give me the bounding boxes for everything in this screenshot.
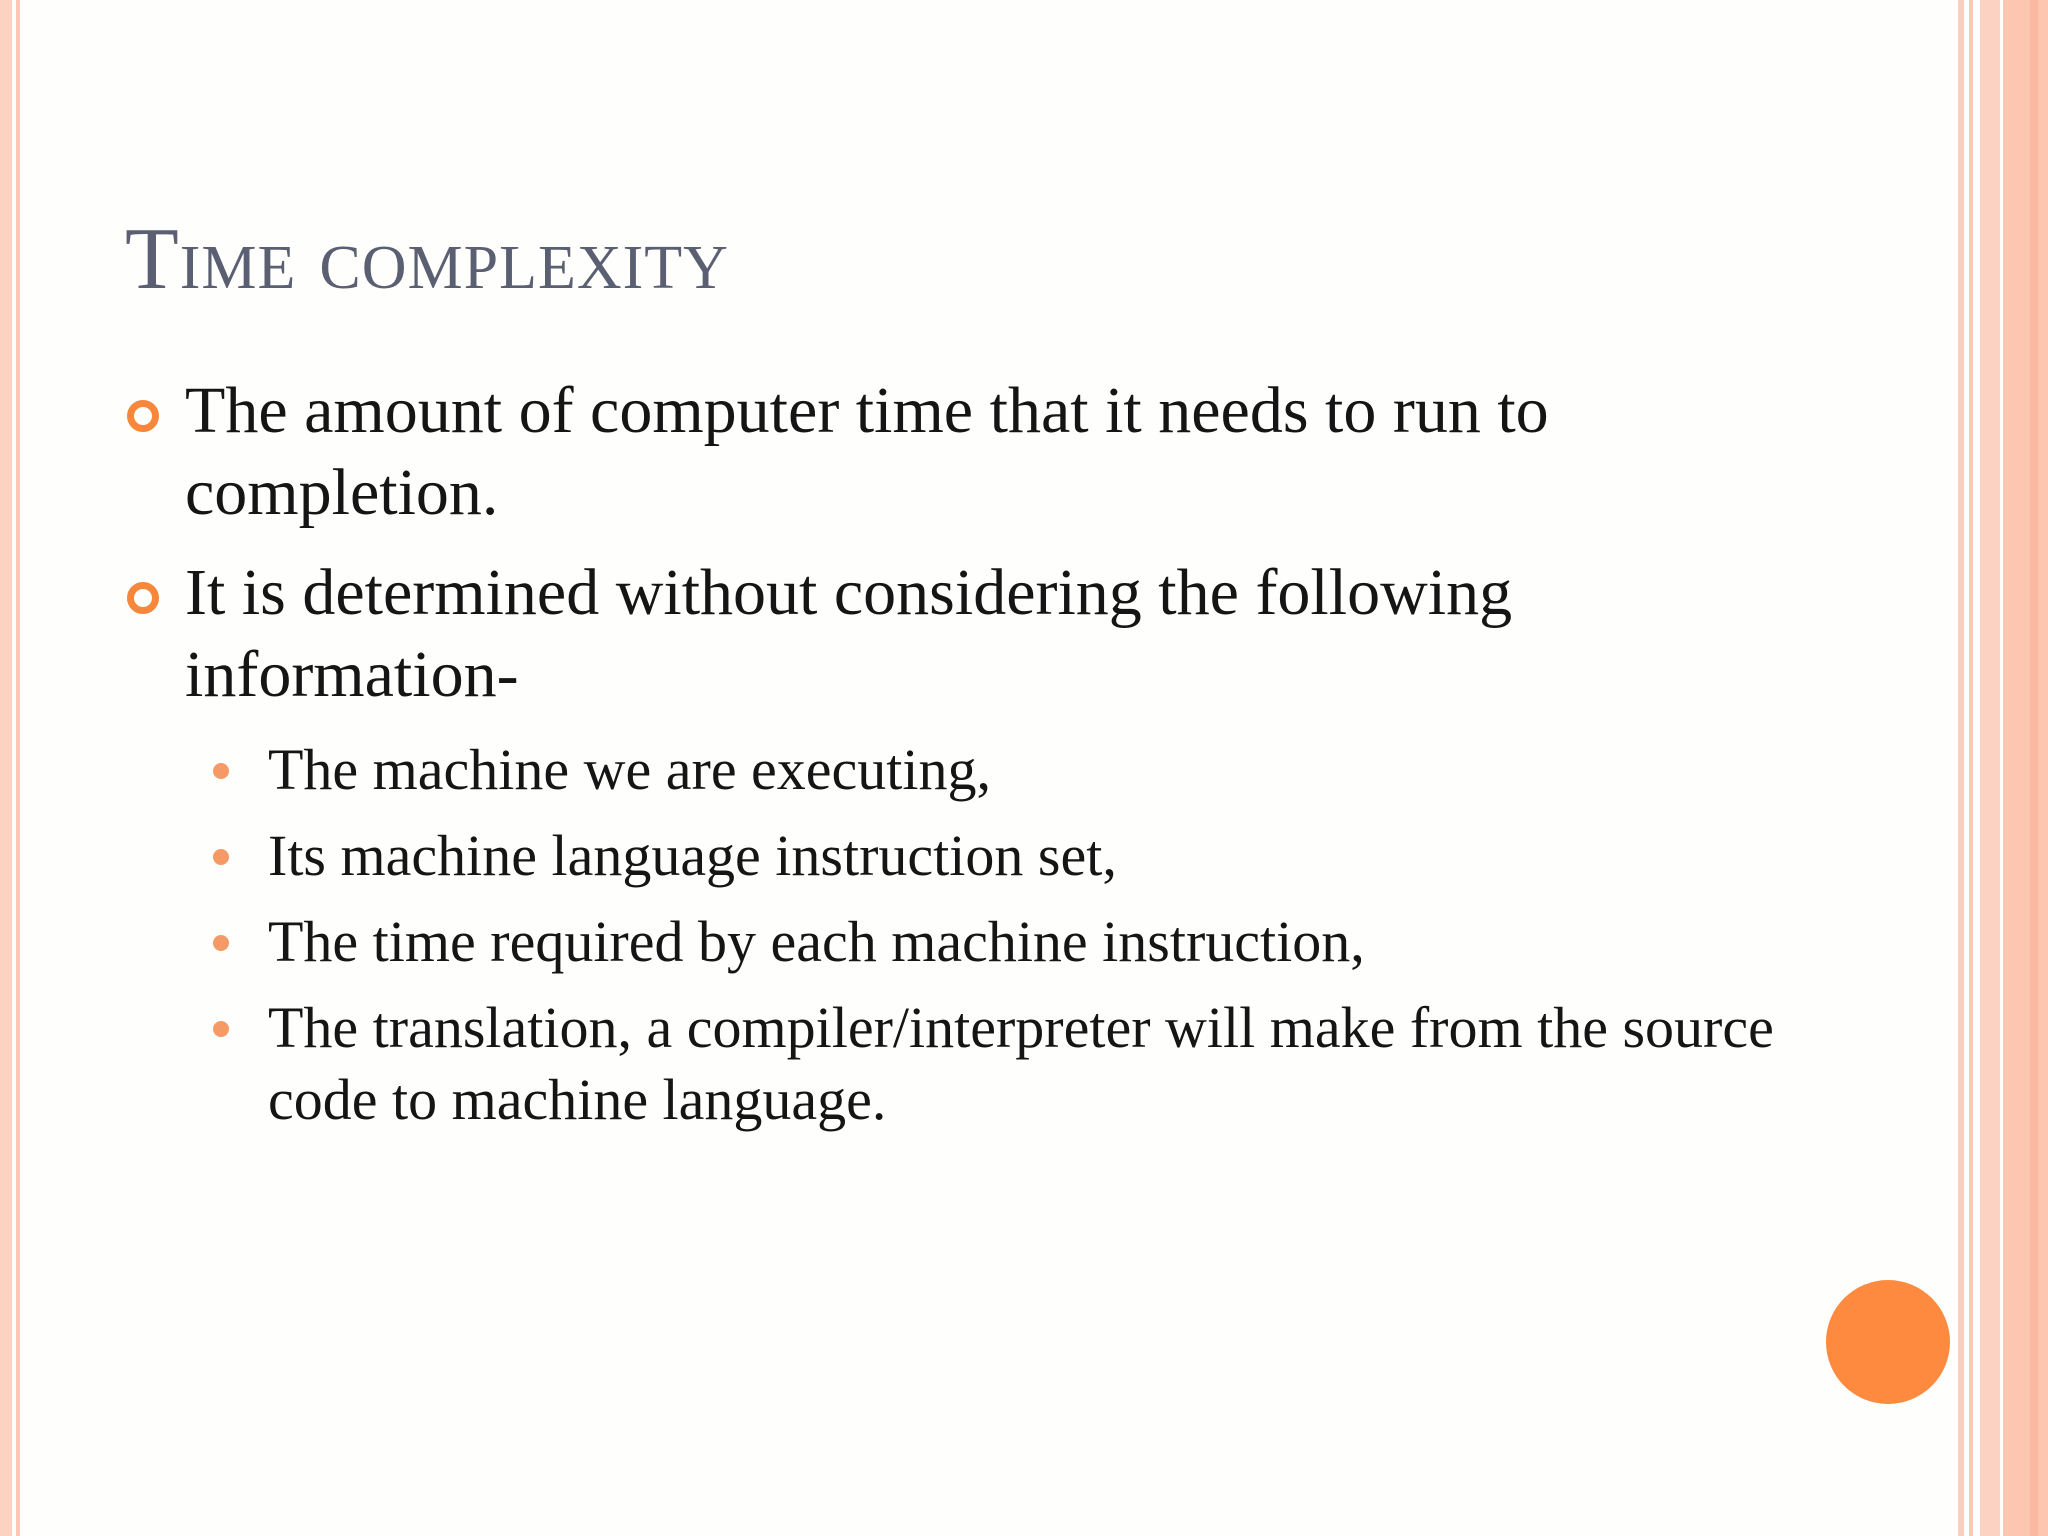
dot-bullet-icon xyxy=(213,763,229,779)
sub-bullet-item-1 xyxy=(125,734,1825,806)
right-border-line-2 xyxy=(1969,0,1973,1536)
sub-bullet-item-3 xyxy=(125,906,1825,978)
dot-bullet-icon xyxy=(213,935,229,951)
right-border-line-3 xyxy=(2030,0,2038,1536)
sub-bullet-text-4: The translation, a compiler/interpreter will make from the source code to machine language. xyxy=(268,995,1774,1132)
left-border-band xyxy=(0,0,12,1536)
dot-bullet-icon xyxy=(213,849,229,865)
orange-circle-icon xyxy=(1826,1280,1950,1404)
right-border-band-2 xyxy=(2003,0,2048,1536)
sub-bullet-text-2: Its machine language instruction set, xyxy=(268,823,1117,888)
slide-title: Time complexity xyxy=(125,211,729,308)
sub-bullet-text-1: The machine we are executing, xyxy=(268,737,992,802)
ring-bullet-icon xyxy=(127,400,159,432)
left-border-line xyxy=(16,0,20,1536)
dot-bullet-icon xyxy=(213,1021,229,1037)
bullet-text-2: It is determined without considering the following information- xyxy=(185,556,1513,711)
ring-bullet-icon xyxy=(127,582,159,614)
sub-bullet-text-3: The time required by each machine instruction, xyxy=(268,909,1365,974)
sub-bullet-list xyxy=(125,734,1825,1136)
bullet-item-1 xyxy=(125,370,1825,534)
slide-content xyxy=(125,370,1825,1150)
bullet-text-1: The amount of computer time that it needs to run to completion. xyxy=(185,374,1549,529)
sub-bullet-item-4 xyxy=(125,992,1825,1136)
bullet-item-2 xyxy=(125,552,1825,716)
right-border-line-1 xyxy=(1958,0,1964,1536)
sub-bullet-item-2 xyxy=(125,820,1825,892)
right-border-band-1 xyxy=(1980,0,2000,1536)
